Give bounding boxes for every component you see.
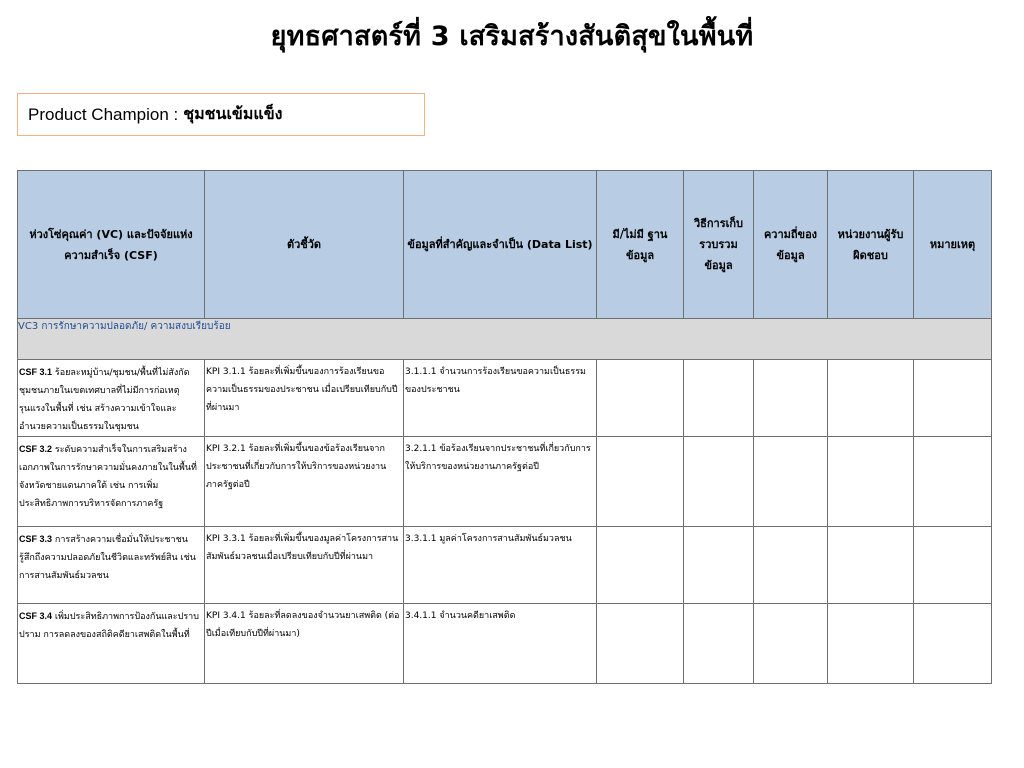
kpi-cell: KPI 3.3.1 ร้อยละที่เพิ่มขึ้นของมูลค่าโครงการสานสัมพันธ์มวลชนเมื่อเปรียบเทียบกับปีที่ผ่านมา — [205, 527, 404, 604]
responsible-unit-cell — [828, 527, 914, 604]
frequency-cell — [754, 604, 828, 684]
collection-method-cell — [684, 437, 754, 527]
responsible-unit-cell — [828, 604, 914, 684]
csf-cell — [18, 360, 205, 437]
kpi-cell: KPI 3.4.1 ร้อยละที่ลดลงของจำนวนยาเสพติด (ต่อปีเมื่อเทียบกับปีที่ผ่านมา) — [205, 604, 404, 684]
kpi-data-table — [17, 170, 992, 684]
csf-text: ระดับความสำเร็จในการเสริมสร้างเอกภาพในการรักษาความมั่นคงภายในในพื้นที่จังหวัดชายแดนภาคใต้ เช่น การเพิ่มประสิทธิภาพการบริหารจัดการภาครัฐ — [19, 445, 197, 509]
csf-label: CSF 3.4 — [19, 611, 53, 621]
product-champion-value: ชุมชนเข้มแข็ง — [183, 104, 283, 123]
has-database-cell — [597, 360, 684, 437]
header-data-list: ข้อมูลที่สำคัญและจำเป็น (Data List) — [404, 171, 597, 319]
has-database-cell — [597, 604, 684, 684]
table-row — [18, 527, 992, 604]
table-row — [18, 604, 992, 684]
data-list-cell: 3.2.1.1 ข้อร้องเรียนจากประชาชนที่เกี่ยวกับการให้บริการของหน่วยงานภาครัฐต่อปี — [404, 437, 597, 527]
section-row-vc3 — [18, 319, 992, 360]
csf-text: การสร้างความเชื่อมั่นให้ประชาชนรู้สึกถึงความปลอดภัยในชีวิตและทรัพย์สิน เช่น การสานสัมพันธ์มวลชน — [19, 535, 196, 581]
csf-text: เพิ่มประสิทธิภาพการป้องกันและปราบปราม การลดลงของสถิติคดียาเสพติดในพื้นที่ — [19, 612, 199, 640]
section-title: VC3 การรักษาความปลอดภัย/ ความสงบเรียบร้อย — [18, 319, 992, 360]
responsible-unit-cell — [828, 437, 914, 527]
header-kpi: ตัวชี้วัด — [205, 171, 404, 319]
collection-method-cell — [684, 360, 754, 437]
csf-cell — [18, 604, 205, 684]
csf-label: CSF 3.2 — [19, 444, 53, 454]
data-list-cell: 3.3.1.1 มูลค่าโครงการสานสัมพันธ์มวลชน — [404, 527, 597, 604]
has-database-cell — [597, 527, 684, 604]
header-frequency: ความถี่ของข้อมูล — [754, 171, 828, 319]
header-vc-csf: ห่วงโซ่คุณค่า (VC) และปัจจัยแห่งความสำเร็จ (CSF) — [18, 171, 205, 319]
kpi-cell: KPI 3.2.1 ร้อยละที่เพิ่มขึ้นของข้อร้องเรียนจากประชาชนที่เกี่ยวกับการให้บริการของหน่วยงานภาครัฐต่อปี — [205, 437, 404, 527]
remarks-cell — [914, 604, 992, 684]
table-row — [18, 437, 992, 527]
product-champion-label: Product Champion : — [28, 104, 179, 124]
responsible-unit-cell — [828, 360, 914, 437]
csf-text: ร้อยละหมู่บ้าน/ชุมชน/พื้นที่ไม่สังกัดชุมชนภายในเขตเทศบาลที่ไม่มีการก่อเหตุรุนแรงในพื้นที่ เช่น สร้างความเข้าใจและอำนวยความเป็นธรรมในชุมชน — [19, 368, 190, 432]
table-row — [18, 360, 992, 437]
product-champion-box — [17, 93, 425, 136]
frequency-cell — [754, 437, 828, 527]
frequency-cell — [754, 360, 828, 437]
data-list-cell: 3.4.1.1 จำนวนคดียาเสพติด — [404, 604, 597, 684]
header-remarks: หมายเหตุ — [914, 171, 992, 319]
header-has-database: มี/ไม่มี ฐานข้อมูล — [597, 171, 684, 319]
has-database-cell — [597, 437, 684, 527]
csf-label: CSF 3.3 — [19, 534, 53, 544]
remarks-cell — [914, 360, 992, 437]
collection-method-cell — [684, 527, 754, 604]
remarks-cell — [914, 527, 992, 604]
header-responsible-unit: หน่วยงานผู้รับผิดชอบ — [828, 171, 914, 319]
csf-cell — [18, 437, 205, 527]
table-header-row — [18, 171, 992, 319]
frequency-cell — [754, 527, 828, 604]
remarks-cell — [914, 437, 992, 527]
kpi-cell: KPI 3.1.1 ร้อยละที่เพิ่มขึ้นของการร้องเรียนขอความเป็นธรรมของประชาชน เมื่อเปรียบเทียบกับปีที่ผ่านมา — [205, 360, 404, 437]
csf-cell — [18, 527, 205, 604]
data-list-cell: 3.1.1.1 จำนวนการร้องเรียนขอความเป็นธรรมของประชาชน — [404, 360, 597, 437]
slide-title: ยุทธศาสตร์ที่ 3 เสริมสร้างสันติสุขในพื้นที่ — [270, 21, 754, 52]
header-collection-method: วิธีการเก็บรวบรวมข้อมูล — [684, 171, 754, 319]
collection-method-cell — [684, 604, 754, 684]
csf-label: CSF 3.1 — [19, 367, 53, 377]
